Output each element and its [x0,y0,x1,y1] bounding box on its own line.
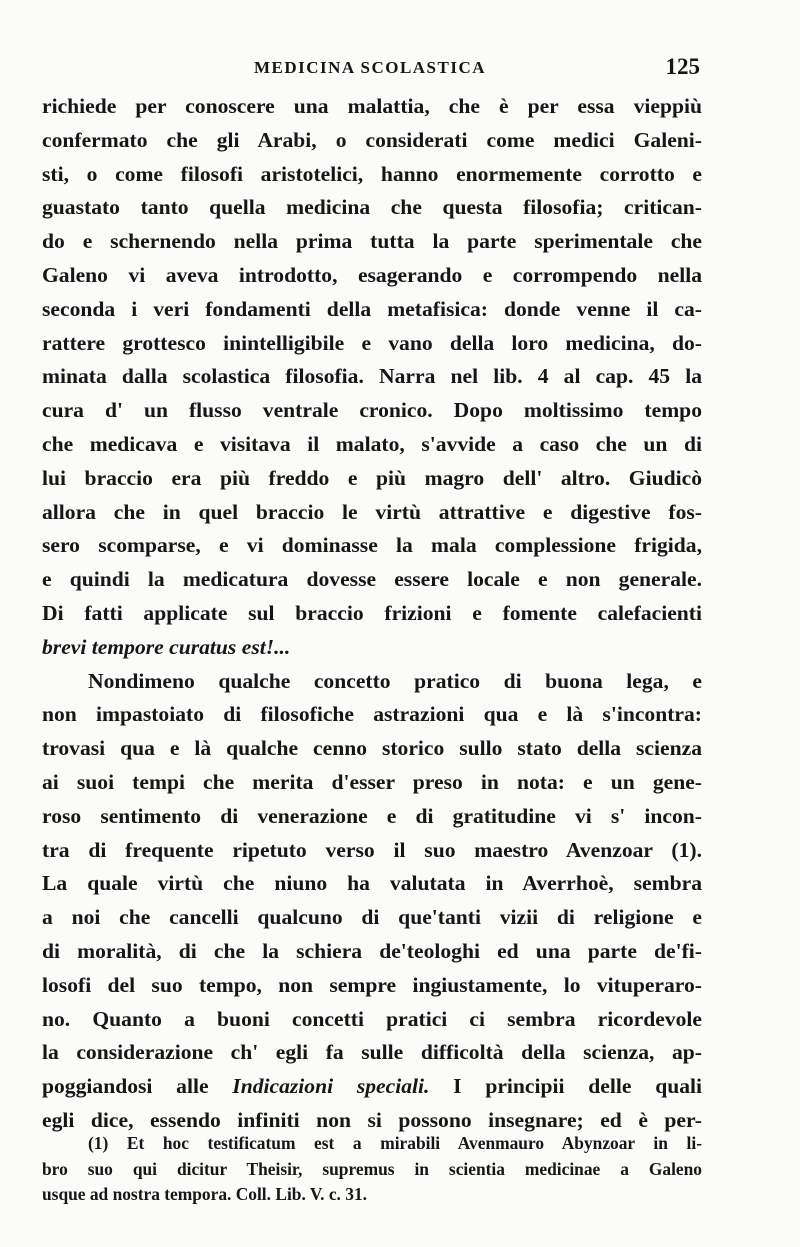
text-line: trovasi qua e là qualche cenno storico sullo stato della scienza [42,736,702,761]
text-line-italic [42,631,702,665]
text-line: ai suoi tempi che merita d'esser preso in nota: e un gene- [42,769,702,794]
text-line: sti, o come filosofi aristotelici, hanno enormemente corrotto e [42,161,702,186]
running-title: MEDICINA SCOLASTICA [253,58,487,77]
text-line: non impastoiato di filosofiche astrazioni qua e là s'incontra: [42,702,702,727]
text-line: roso sentimento di venerazione e di gratitudine vi s' incon- [42,803,702,828]
text-line: lui braccio era più freddo e più magro dell' altro. Giudicò [42,465,702,490]
text-line: rattere grottesco inintelligibile e vano della loro medicina, do- [42,330,702,355]
body-text [42,90,702,1138]
text-segment: poggiandosi alle [42,1074,233,1099]
text-line-mixed [42,1070,702,1104]
text-line: no. Quanto a buoni concetti pratici ci sembra ricordevole [42,1006,702,1031]
text-line: sero scomparse, e vi dominasse la mala complessione frigida, [42,533,702,558]
footnote [42,1131,702,1208]
text-line: guastato tanto quella medicina che questa filosofia; critican- [42,195,702,220]
text-line: Di fatti applicate sul braccio frizioni e fomente calefacienti [42,600,702,625]
italic-phrase: Indicazioni speciali. [232,1074,430,1099]
text-line: losofi del suo tempo, non sempre ingiustamente, lo vituperaro- [42,972,702,997]
text-line: minata dalla scolastica filosofia. Narra nel lib. 4 al cap. 45 la [42,364,702,389]
footnote-line: bro suo qui dicitur Theisir, supremus in scientia medicinae a Galeno [42,1158,702,1179]
text-line: tra di frequente ripetuto verso il suo maestro Avenzoar (1). [42,837,702,862]
text-line: egli dice, essendo infiniti non si possono insegnare; ed è per- [42,1107,702,1132]
text-line: confermato che gli Arabi, o considerati come medici Galeni- [42,127,702,152]
running-head [40,54,700,84]
text-line: e quindi la medicatura dovesse essere locale e non generale. [42,567,702,592]
text-line: la considerazione ch' egli fa sulle difficoltà della scienza, ap- [42,1040,702,1065]
text-line: seconda i veri fondamenti della metafisica: donde venne il ca- [42,296,702,321]
page-number: 125 [665,54,700,79]
text-line: di moralità, di che la schiera de'teologhi ed una parte de'fi- [42,938,702,963]
footnote-line: (1) Et hoc testificatum est a mirabili Avenmauro Abynzoar in li- [88,1133,702,1153]
text-line: La quale virtù che niuno ha valutata in Averrhoè, sembra [42,871,702,896]
text-segment: I principii delle quali [429,1074,703,1099]
footnote-line: usque ad nostra tempora. Coll. Lib. V. c. 31. [42,1184,367,1204]
italic-phrase: brevi tempore curatus est!... [42,634,291,659]
text-line: a noi che cancelli qualcuno di que'tanti vizii di religione e [42,905,702,930]
text-line: cura d' un flusso ventrale cronico. Dopo moltissimo tempo [42,398,702,423]
text-line: allora che in quel braccio le virtù attrattive e digestive fos- [42,499,702,524]
text-line: che medicava e visitava il malato, s'avvide a caso che un di [42,431,702,456]
text-line: richiede per conoscere una malattia, che è per essa vieppiù [42,94,702,118]
text-line: Galeno vi aveva introdotto, esagerando e corrompendo nella [42,262,702,287]
paragraph-start-line: Nondimeno qualche concetto pratico di buona lega, e [88,668,702,693]
text-line: do e schernendo nella prima tutta la parte sperimentale che [42,229,702,254]
